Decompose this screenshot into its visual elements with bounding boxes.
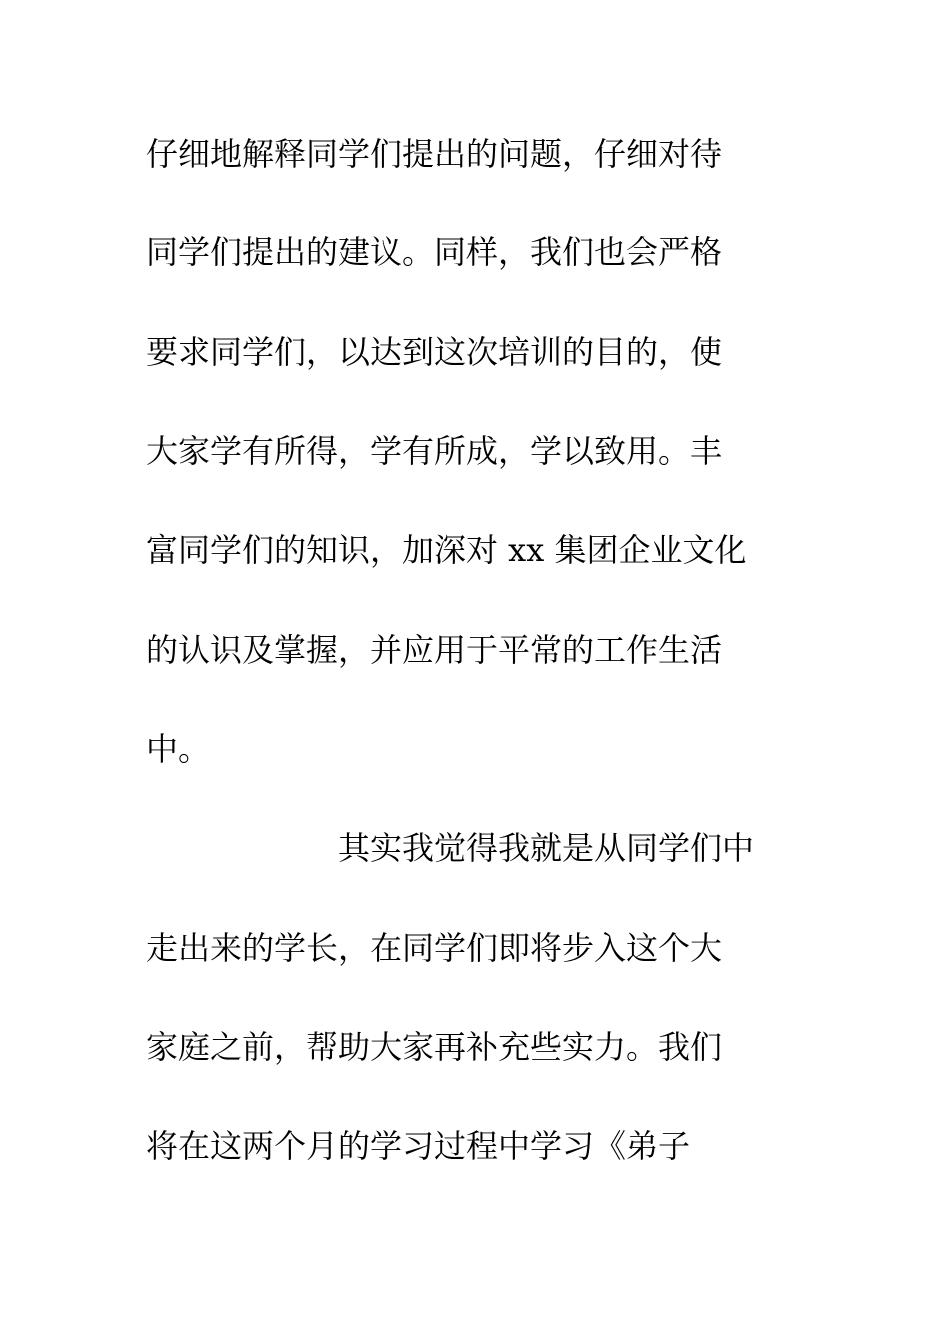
paragraph-line: 走出来的学长，在同学们即将步入这个大 — [146, 929, 723, 967]
paragraph-line: 仔细地解释同学们提出的问题，仔细对待 — [146, 135, 723, 173]
paragraph-line: 要求同学们，以达到这次培训的目的，使 — [146, 333, 723, 371]
paragraph-line: 大家学有所得，学有所成，学以致用。丰 — [146, 432, 723, 470]
paragraph-line: 将在这两个月的学习过程中学习《弟子 — [146, 1127, 691, 1165]
paragraph-line: 家庭之前，帮助大家再补充些实力。我们 — [146, 1028, 723, 1066]
paragraph-line: 富同学们的知识，加深对 xx 集团企业文化 — [146, 531, 747, 569]
paragraph-line: 同学们提出的建议。同样，我们也会严格 — [146, 233, 723, 271]
paragraph-first-line: 其实我觉得我就是从同学们中 — [338, 829, 755, 867]
paragraph-line: 的认识及掌握，并应用于平常的工作生活 — [146, 631, 723, 669]
paragraph-line: 中。 — [146, 730, 211, 768]
